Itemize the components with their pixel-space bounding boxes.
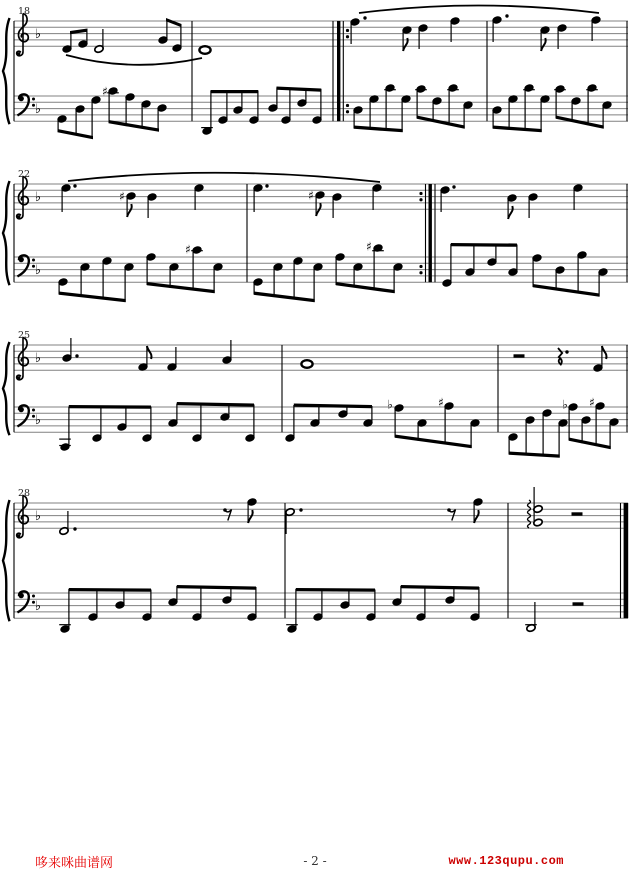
svg-text:♯: ♯	[308, 188, 314, 203]
svg-text:♭: ♭	[34, 599, 42, 615]
svg-text:♯: ♯	[589, 395, 595, 410]
svg-text:♭: ♭	[34, 190, 42, 206]
svg-text:♯: ♯	[438, 395, 444, 410]
svg-text:♯: ♯	[119, 189, 125, 204]
staff-system-25	[3, 330, 628, 458]
measure-number: 25	[18, 330, 31, 341]
page-number: - 2 -	[303, 854, 327, 868]
svg-text:♭: ♭	[562, 397, 568, 412]
svg-text:♭: ♭	[34, 263, 42, 279]
svg-text:♭: ♭	[34, 102, 42, 118]
measure-number: 22	[18, 169, 31, 180]
grand-staff-brace	[3, 18, 10, 124]
grand-staff-brace	[3, 181, 10, 285]
svg-text:♯: ♯	[366, 239, 372, 254]
staff-system-18	[3, 6, 628, 140]
grand-staff-brace	[3, 342, 10, 435]
measure-number: 28	[18, 488, 31, 499]
staff-system-28	[3, 487, 628, 633]
svg-text:♯: ♯	[102, 84, 108, 99]
svg-text:♭: ♭	[34, 413, 42, 429]
svg-text:♭: ♭	[34, 27, 42, 43]
staff-system-22	[3, 169, 628, 302]
svg-text:♭: ♭	[387, 397, 393, 412]
measure-number: 18	[18, 6, 31, 17]
svg-text:♭: ♭	[34, 351, 42, 367]
svg-text:♭: ♭	[34, 509, 42, 525]
site-name: 哆来咪曲谱网	[35, 856, 114, 869]
grand-staff-brace	[3, 500, 10, 621]
site-url: www.123qupu.com	[448, 854, 564, 868]
page-footer	[0, 846, 630, 868]
svg-text:♯: ♯	[185, 242, 191, 257]
